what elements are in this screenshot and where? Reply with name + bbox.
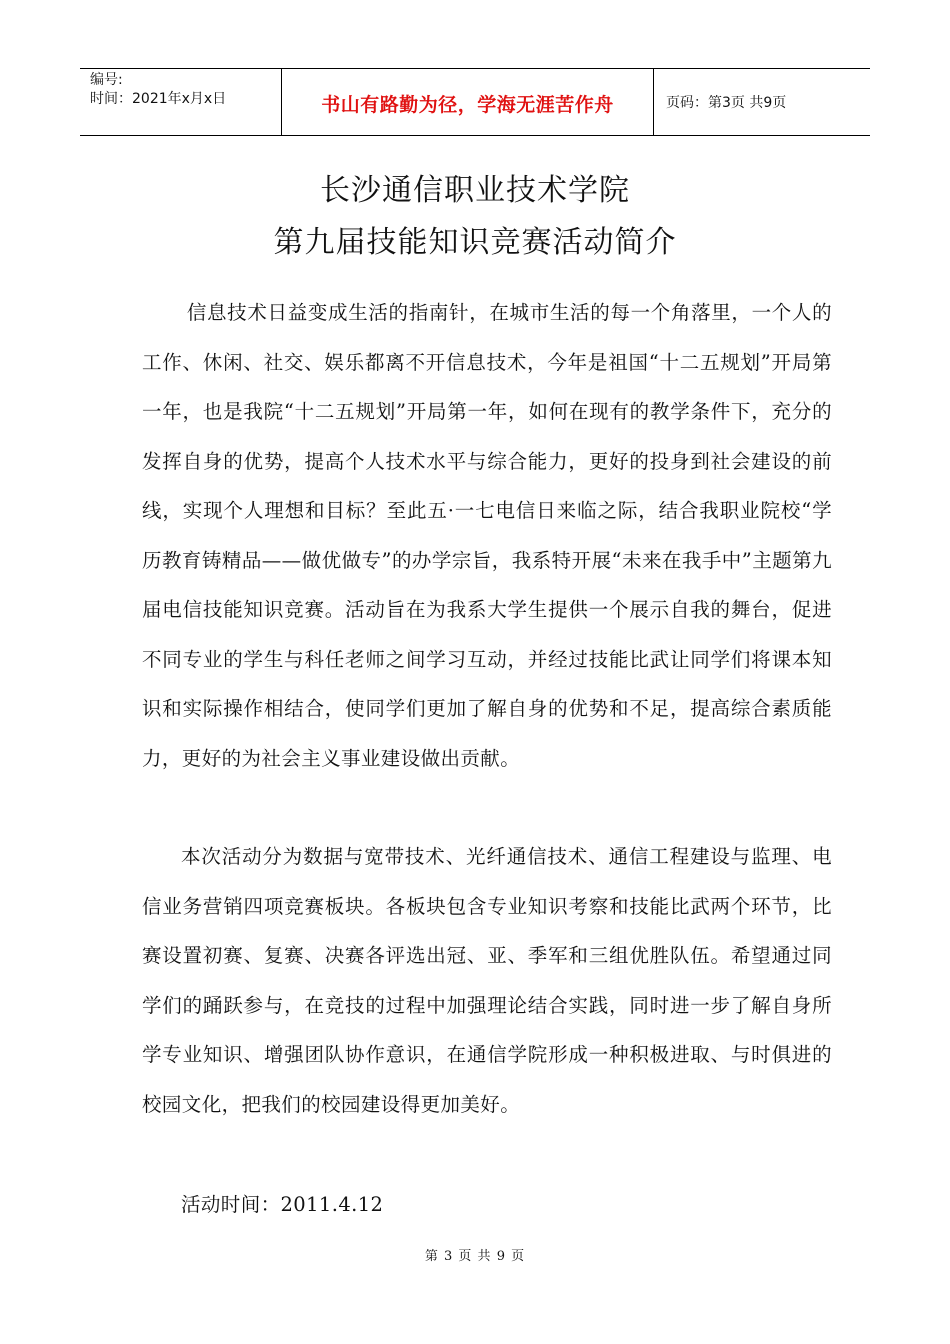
paragraph-activity-details: 本次活动分为数据与宽带技术、光纤通信技术、通信工程建设与监理、电信业务营销四项竞赛板块。各板块包含专业知识考察和技能比武两个环节，比赛设置初赛、复赛、决赛各评选出冠、亚、季军和三组优胜队伍。希望通过同学们的踊跃参与，在竞技的过程中加强理论结合实践，同时进一步了解自身所学专业知识、增强团队协作意识，在通信学院形成一种积极进取、与时俱进的校园文化，把我们的校园建设得更加美好。 (142, 845, 832, 1116)
document-date: 时间：2021年x月x日 (90, 91, 227, 107)
paragraph-intro: 信息技术日益变成生活的指南针，在城市生活的每一个角落里，一个人的工作、休闲、社交、娱乐都离不开信息技术，今年是祖国“十二五规划”开局第一年，也是我院“十二五规划”开局第一年，如何在现有的教学条件下，充分的发挥自身的优势，提高个人技术水平与综合能力，更好的投身到社会建设的前线，实现个人理想和目标？至此五·一七电信日来临之际，结合我职业院校“学历教育铸精品——做优做专”的办学宗旨，我系特开展“未来在我手中”主题第九届电信技能知识竞赛。活动旨在为我系大学生提供一个展示自我的舞台，促进不同专业的学生与科任老师之间学习互动，并经过技能比武让同学们将课本知识和实际操作相结合，使同学们更加了解自身的优势和不足，提高综合素质能力，更好的为社会主义事业建设做出贡献。 (142, 301, 832, 770)
header-motto: 书山有路勤为径，学海无涯苦作舟 (282, 69, 654, 135)
activity-time: 活动时间：2011.4.12 (181, 1193, 384, 1216)
page-footer: 第 3 页 共 9 页 (424, 1249, 526, 1264)
document-title-line2: 第九届技能知识竞赛活动简介 (273, 225, 677, 260)
document-number-label: 编号: (90, 72, 123, 88)
page-header (80, 68, 870, 136)
header-page-info: 页码：第3页 共9页 (666, 95, 787, 111)
header-meta (80, 69, 282, 135)
document-title-line1: 长沙通信职业技术学院 (320, 173, 630, 208)
